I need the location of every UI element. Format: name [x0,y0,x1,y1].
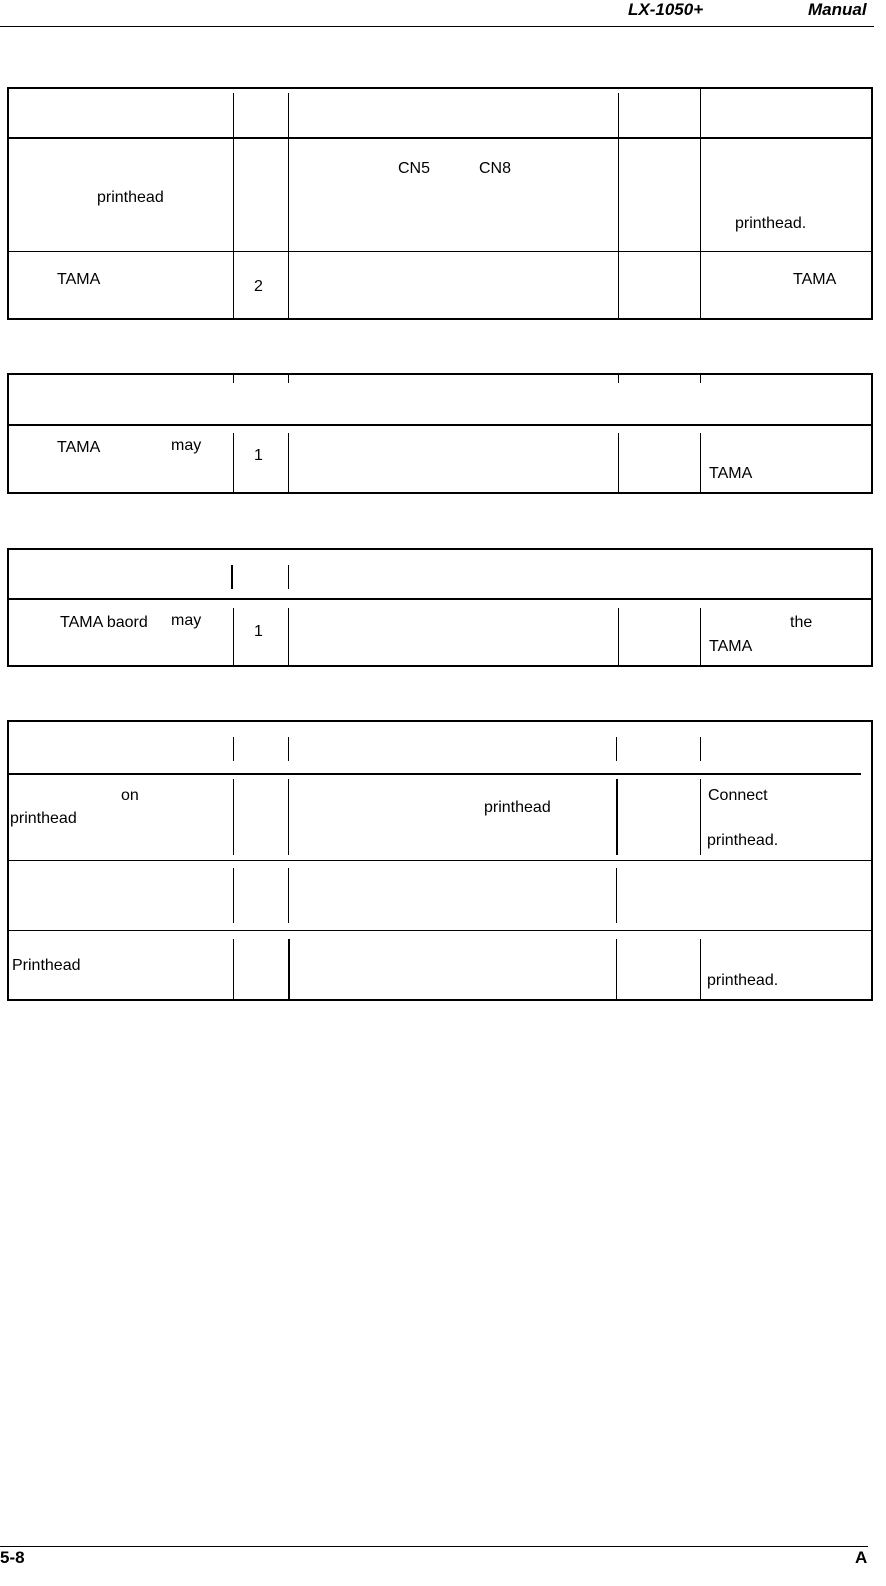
table-header-rule [9,424,871,426]
column-divider [618,433,619,494]
row-divider [9,251,871,252]
cell-text: printhead. [735,215,807,232]
column-divider [700,737,701,761]
column-divider [233,93,234,320]
column-divider [700,89,701,320]
cell-text: may [171,437,202,454]
column-divider [618,93,619,320]
cell-text: Connect [708,787,768,804]
column-divider [288,375,289,383]
cell-text: TAMA [57,271,101,288]
column-divider [233,737,234,761]
row-divider [9,860,871,861]
table-1 [7,87,873,320]
column-divider [288,868,289,923]
column-divider [233,608,234,667]
cell-text: printhead [484,799,551,816]
column-divider [288,433,289,494]
table-header-rule [9,773,861,775]
column-divider [288,93,289,320]
column-divider [233,375,234,383]
column-divider [700,779,701,855]
cell-text: may [171,612,202,629]
table-2 [7,373,873,494]
column-divider [288,565,289,589]
column-divider [288,939,290,1001]
cell-text: TAMA [709,638,753,655]
column-divider [700,375,701,383]
cell-text: CN8 [479,160,512,177]
cell-text: Printhead [12,957,81,974]
column-divider [700,433,701,494]
cell-text: the [790,614,813,631]
column-divider [616,737,617,761]
footer-letter: A [855,1548,868,1567]
cell-text: printhead. [707,832,779,849]
column-divider [233,939,234,1001]
column-divider [288,779,289,855]
column-divider [288,737,289,761]
cell-text: printhead [10,810,77,827]
column-divider [616,779,618,855]
column-divider [700,939,701,1001]
cell-text: 2 [254,278,263,295]
column-divider [233,868,234,923]
footer-rule [0,1546,868,1547]
column-divider [616,868,617,923]
row-divider [9,930,871,931]
table-4 [7,720,873,1001]
header-rule [0,26,874,27]
cell-text: on [121,787,139,804]
page-number: 5-8 [0,1548,25,1567]
cell-text: TAMA [709,465,753,482]
column-divider [616,939,617,1001]
cell-text: CN5 [398,160,431,177]
column-divider [231,565,233,589]
cell-text: TAMA [793,271,837,288]
header-model: LX-1050+ [628,0,704,19]
column-divider [618,375,619,383]
column-divider [288,608,289,667]
table-3 [7,548,873,667]
table-header-rule [9,598,871,600]
table-header-rule [9,137,871,139]
cell-text: TAMA baord [60,614,148,631]
cell-text: 1 [254,447,263,464]
cell-text: 1 [254,623,263,640]
cell-text: printhead [97,189,164,206]
cell-text: TAMA [57,439,101,456]
cell-text: printhead. [707,972,779,989]
column-divider [233,779,234,855]
column-divider [700,608,701,667]
column-divider [618,608,619,667]
column-divider [233,433,234,494]
header-manual: Manual [808,0,867,19]
